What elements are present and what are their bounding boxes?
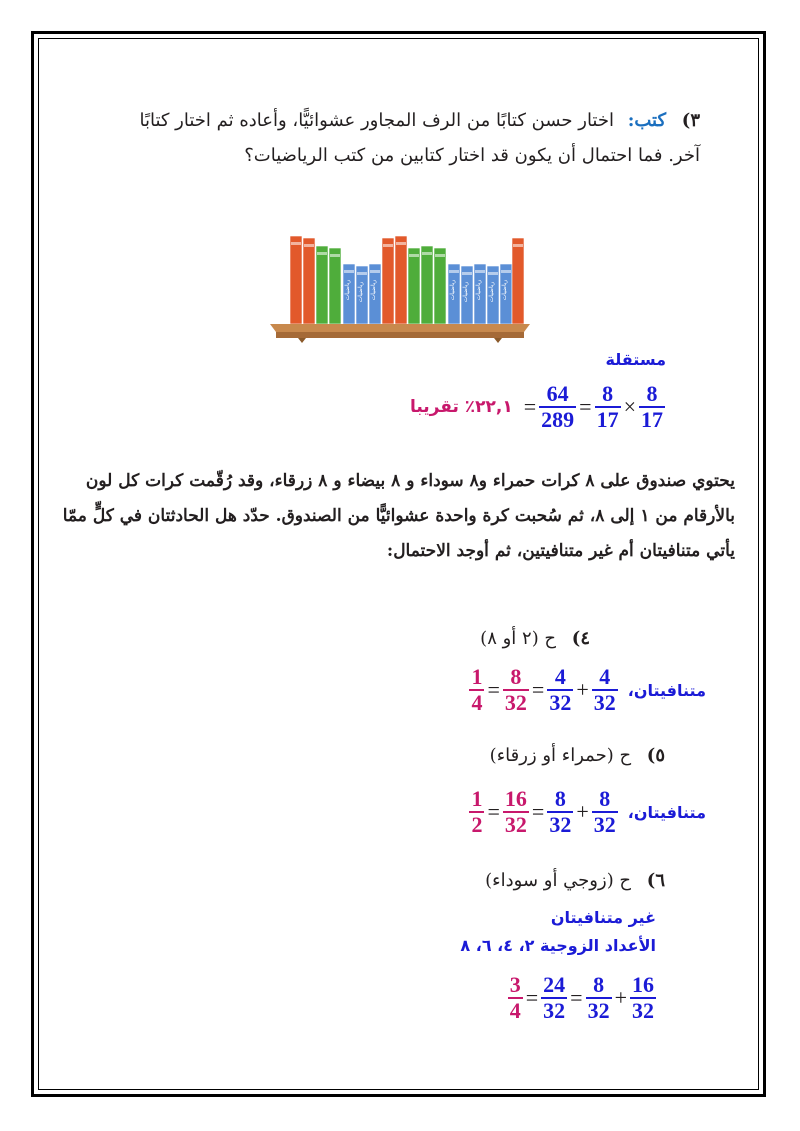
book-band [501, 270, 511, 273]
book-band [396, 242, 406, 245]
book-band [449, 270, 459, 273]
fraction: $\frac{1}{4}$ [471, 664, 483, 715]
fraction: $\frac{16}{32}$ [504, 786, 527, 837]
question-number: ٦) [646, 870, 665, 891]
book-band [357, 272, 367, 275]
book-spine [434, 248, 446, 324]
fraction: $\frac{3}{4}$ [509, 972, 521, 1023]
fraction: $\frac{8}{32}$ [587, 972, 610, 1023]
fraction: $\frac{8}{17}$ [596, 381, 619, 432]
question-number: ٣) [681, 110, 700, 131]
book-spine [382, 238, 394, 324]
book-spine [408, 248, 420, 324]
question-3 [120, 103, 700, 173]
fraction: $\frac{8}{17}$ [641, 381, 663, 432]
book-band [475, 270, 485, 273]
book-band [409, 254, 419, 257]
q3-result: ٢٢,١٪ تقريبا [409, 397, 513, 417]
equals-sign: = [531, 799, 545, 824]
question-keyword: كتب: [627, 110, 667, 131]
fraction: $\frac{24}{32}$ [543, 972, 566, 1023]
question-text: اختار حسن كتابًا من الرف المجاور عشوائيًّا، وأعاده ثم اختار كتابًا آخر. فما احتمال أن يكون قد اختار كتابين من كتب الرياضيات؟ [139, 110, 700, 166]
plus-sign: + [576, 799, 589, 824]
question-5 [490, 745, 665, 766]
fraction: $\frac{8}{32}$ [504, 664, 527, 715]
q6-answer-type: غير متنافيتان [550, 908, 656, 927]
fraction: $\frac{1}{2}$ [471, 786, 483, 837]
question-text: ح (زوجي أو سوداء) [485, 870, 632, 891]
q3-answer-type: مستقلة [605, 350, 666, 369]
book-band [330, 254, 340, 257]
book-band [513, 244, 523, 247]
question-4 [480, 628, 590, 649]
book-band [422, 252, 432, 255]
shelf-bracket-left [298, 338, 306, 343]
question-text: ح (٢ أو ٨) [480, 628, 557, 649]
q4-answer-type: متنافيتان، [627, 680, 706, 700]
equals-sign: = [579, 394, 592, 419]
book-spine [303, 238, 315, 324]
book-band [370, 270, 380, 273]
book-spine [316, 246, 328, 324]
equals-sign: = [531, 677, 545, 702]
q3-equation [410, 382, 665, 432]
book-spine [329, 248, 341, 324]
question-6 [485, 870, 665, 891]
shelf-bracket-right [494, 338, 502, 343]
times-sign: × [623, 394, 636, 419]
fraction: $\frac{8}{32}$ [549, 786, 572, 837]
book-band [488, 272, 498, 275]
book-title: رياضيات [370, 279, 377, 301]
fraction: $\frac{8}{32}$ [593, 786, 616, 837]
book-band [462, 272, 472, 275]
book-title: رياضيات [449, 279, 456, 301]
equals-sign: = [525, 985, 539, 1010]
fraction: $\frac{4}{32}$ [549, 664, 572, 715]
book-band [317, 252, 327, 255]
book-spine [512, 238, 524, 324]
equals-sign: = [487, 677, 500, 702]
book-spine [290, 236, 302, 324]
shelf-front [276, 332, 524, 338]
intro-paragraph: يحتوي صندوق على ٨ كرات حمراء و٨ سوداء و ٨ بيضاء و ٨ زرقاء، وقد رُقّمت كرات كل لون بالأرقام من ١ إلى ٨، ثم سُحبت كرة واحدة عشوائيًّا من الصندوق. حدّد هل الحادثتان في كلٍّ ممّا يأتي متنافيتان أم غير متنافيتين، ثم أوجد الاحتمال: [62, 471, 735, 561]
question-number: ٤) [571, 628, 590, 649]
shelf-board [270, 324, 530, 332]
book-spine [395, 236, 407, 324]
book-title: رياضيات [344, 279, 351, 301]
bookshelf-illustration [268, 232, 533, 344]
book-title: رياضيات [357, 281, 364, 303]
q4-equation [469, 665, 706, 715]
equals-sign: = [487, 799, 500, 824]
fraction: $\frac{64}{289}$ [541, 381, 575, 432]
q6-equation [508, 973, 656, 1023]
fraction: $\frac{16}{32}$ [632, 972, 654, 1023]
plus-sign: + [576, 677, 589, 702]
equals-sign: = [570, 985, 583, 1010]
q6-even-numbers: الأعداد الزوجية ٢، ٤، ٦، ٨ [460, 936, 656, 955]
book-band [344, 270, 354, 273]
q5-answer-type: متنافيتان، [627, 802, 706, 822]
book-title: رياضيات [462, 281, 469, 303]
equals-sign: = [523, 394, 537, 419]
book-title: رياضيات [501, 279, 508, 301]
book-band [435, 254, 445, 257]
book-band [291, 242, 301, 245]
book-spine [421, 246, 433, 324]
book-band [383, 244, 393, 247]
fraction: $\frac{4}{32}$ [593, 664, 616, 715]
book-title: رياضيات [475, 279, 482, 301]
question-number: ٥) [646, 745, 665, 766]
book-title: رياضيات [488, 281, 495, 303]
question-text: ح (حمراء أو زرقاء) [489, 745, 632, 766]
plus-sign: + [614, 985, 627, 1010]
q5-equation [469, 787, 706, 837]
book-band [304, 244, 314, 247]
